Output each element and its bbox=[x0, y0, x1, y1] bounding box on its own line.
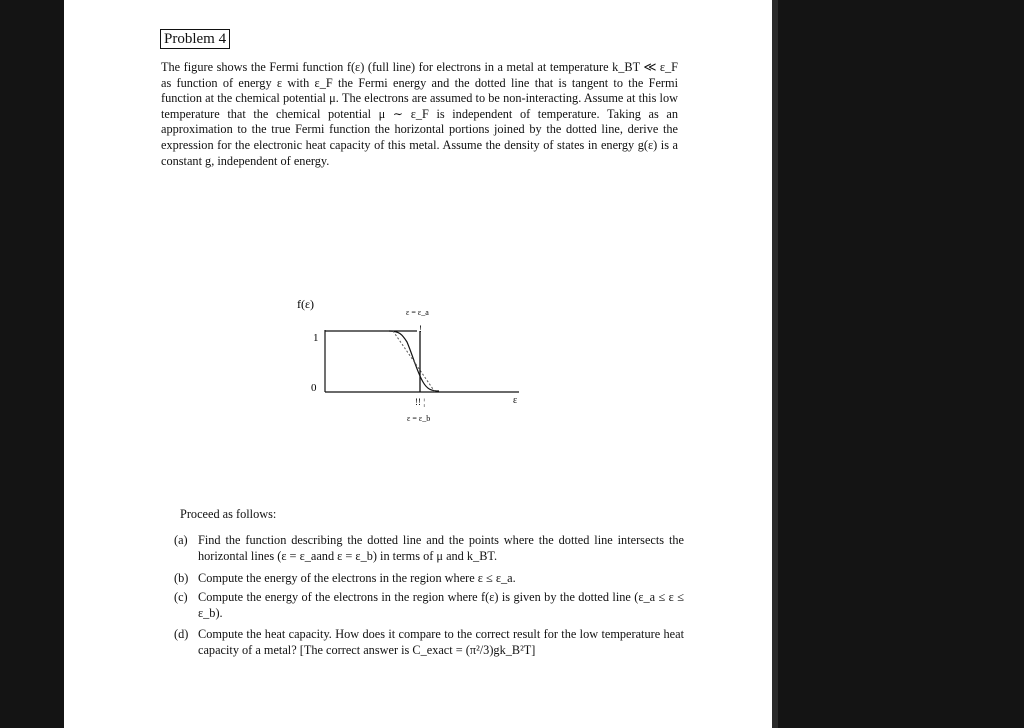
y-tick-1: 1 bbox=[313, 332, 319, 344]
list-item bbox=[174, 533, 684, 564]
x-axis-label: ε bbox=[513, 395, 518, 406]
label-epsilon-b: ε = ε_b bbox=[407, 414, 431, 423]
list-item bbox=[174, 590, 684, 621]
y-axis-label: f(ε) bbox=[297, 297, 315, 311]
problem-title: Problem 4 bbox=[160, 29, 230, 49]
item-text: Compute the energy of the electrons in the region where ε ≤ ε_a. bbox=[198, 571, 516, 585]
list-item bbox=[174, 571, 684, 587]
item-label: (b) bbox=[174, 571, 189, 585]
item-text: Compute the heat capacity. How does it compare to the correct result for the low temperature heat capacity of a metal? [The correct answer is C_exact = (π²/3)gk_B²T] bbox=[198, 627, 684, 657]
item-text: Compute the energy of the electrons in the region where f(ε) is given by the dotted line (ε_a ≤ ε ≤ ε_b). bbox=[198, 590, 684, 620]
item-label: (d) bbox=[174, 627, 189, 641]
page-edge bbox=[772, 0, 778, 728]
dotted-tangent-line bbox=[393, 331, 435, 392]
label-epsilon-a: ε = ε_a bbox=[406, 308, 429, 317]
problem-intro: The figure shows the Fermi function f(ε) (full line) for electrons in a metal at temperature k_BT ≪ ε_F as function of energy ε with ε_F the Fermi energy and the dotted line that is tangent to the Fermi function at the chemical potential μ. The electrons are assumed to be non-interacting. Assume at this low temperature that the chemical potential μ ∼ ε_F is independent of temperature. Taking as an approximation to the true Fermi function the horizontal portions joined by the dotted line, derive the expression for the electronic heat capacity of this metal. Assume the density of states in energy g(ε) is a constant g, independent of energy. bbox=[161, 60, 678, 168]
item-label: (c) bbox=[174, 590, 188, 604]
y-tick-0: 0 bbox=[311, 382, 317, 394]
list-item bbox=[174, 627, 684, 658]
item-text: Find the function describing the dotted line and the points where the dotted line intersects the horizontal lines (ε = ε_aand ε = ε_b) in terms of μ and k_BT. bbox=[198, 533, 684, 563]
mark-epsilon-b: !! ¦ bbox=[415, 397, 426, 407]
fermi-function-figure bbox=[289, 290, 529, 425]
proceed-heading: Proceed as follows: bbox=[180, 507, 277, 521]
document-page bbox=[64, 0, 772, 728]
item-label: (a) bbox=[174, 533, 188, 547]
mark-epsilon-a: ! bbox=[419, 324, 422, 334]
